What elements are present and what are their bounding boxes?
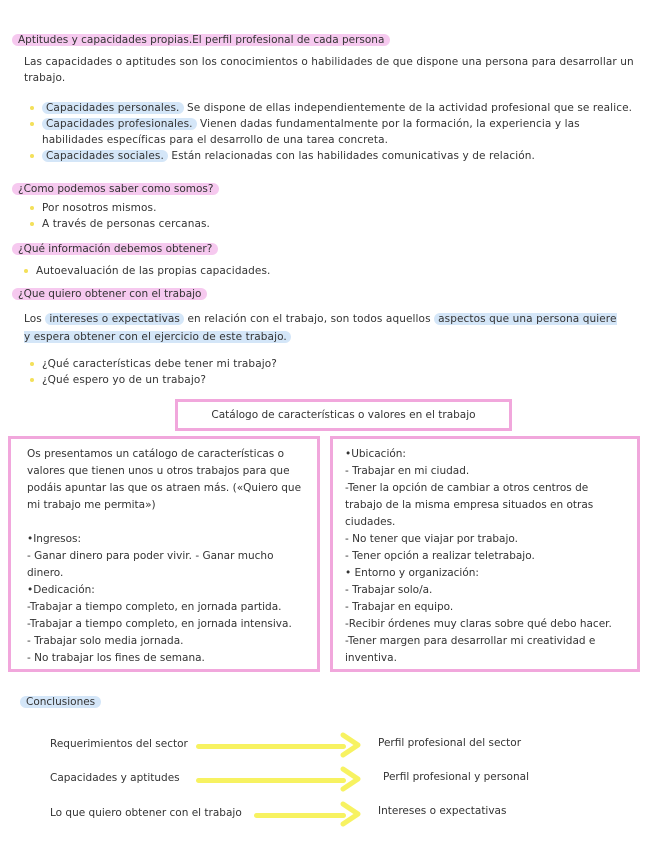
text-line: inventiva.: [345, 652, 397, 664]
section-title-conclusiones: Conclusiones: [20, 695, 101, 709]
conclusion-right: Intereses o expectativas: [378, 805, 507, 817]
como-somos-list: [24, 200, 210, 232]
catalog-title: Catálogo de características o valores en el trabajo: [211, 409, 476, 421]
text-line: - Trabajar solo media jornada.: [27, 635, 184, 647]
catalog-left-text: [11, 439, 317, 673]
text-line: •Ubicación:: [345, 448, 406, 460]
list-item: Capacidades profesionales. Vienen dadas fundamentalmente por la formación, la experiencia y las habilidades específicas para el desarrollo de una tarea concreta.: [24, 116, 636, 148]
text-line: trabajo de la misma empresa situados en otras: [345, 499, 594, 511]
text-line: podáis apuntar las que os atraen más. («Quiero que: [27, 482, 302, 494]
catalog-right-text: [333, 439, 637, 673]
catalog-title-box: [175, 399, 512, 431]
conclusion-row: [0, 765, 656, 795]
list-item: Capacidades personales. Se dispone de ellas independientemente de la actividad profesional que se realice.: [24, 100, 636, 116]
section-title-informacion: ¿Qué información debemos obtener?: [12, 242, 218, 256]
arrow-right-icon: [340, 766, 362, 792]
text-line: valores que tienen unos u otros trabajos para que: [27, 465, 290, 477]
section-title-aptitudes: Aptitudes y capacidades propias.El perfil profesional de cada persona: [12, 33, 390, 47]
text-line: •Dedicación:: [27, 584, 95, 596]
intro-paragraph: Las capacidades o aptitudes son los conocimientos o habilidades de que dispone una persona para desarrollar un trabajo.: [24, 56, 634, 84]
arrow-right-icon: [340, 732, 362, 758]
list-item: A través de personas cercanas.: [24, 216, 210, 232]
text-line: dinero.: [27, 567, 64, 579]
informacion-list: [18, 263, 270, 279]
text-line: -Tener la opción de cambiar a otros centros de: [345, 482, 589, 494]
text-line: - No tener que viajar por trabajo.: [345, 533, 518, 545]
text-line: - Trabajar en mi ciudad.: [345, 465, 470, 477]
conclusion-right: Perfil profesional del sector: [378, 737, 522, 749]
conclusion-left: Capacidades y aptitudes: [50, 772, 180, 784]
conclusion-left: Requerimientos del sector: [50, 738, 188, 750]
list-item: ¿Qué características debe tener mi trabajo?: [24, 356, 277, 372]
text-line: -Recibir órdenes muy claras sobre qué debo hacer.: [345, 618, 612, 630]
text-line: Os presentamos un catálogo de características o: [27, 448, 285, 460]
arrow-line: [254, 813, 346, 818]
section-title-quiero-obtener: ¿Que quiero obtener con el trabajo: [12, 287, 207, 301]
text-line: -Trabajar a tiempo completo, en jornada partida.: [27, 601, 282, 613]
list-item: Autoevaluación de las propias capacidades.: [18, 263, 270, 279]
text-line: -Trabajar a tiempo completo, en jornada intensiva.: [27, 618, 292, 630]
conclusion-row: [0, 800, 656, 830]
preguntas-list: [24, 356, 277, 388]
list-item: ¿Qué espero yo de un trabajo?: [24, 372, 277, 388]
section-title-como-somos: ¿Como podemos saber como somos?: [12, 182, 219, 196]
arrow-line: [196, 744, 346, 749]
catalog-right-box: [330, 436, 640, 672]
capacities-list: [24, 100, 636, 164]
text-line: •Ingresos:: [27, 533, 82, 545]
text-line: - Trabajar solo/a.: [345, 584, 433, 596]
arrow-right-icon: [340, 801, 362, 827]
text-line: mi trabajo me permita»): [27, 499, 156, 511]
conclusion-right: Perfil profesional y personal: [383, 771, 529, 783]
text-line: [27, 514, 303, 531]
text-line: - No trabajar los fines de semana.: [27, 652, 205, 664]
list-item: Por nosotros mismos.: [24, 200, 210, 216]
catalog-left-box: [8, 436, 320, 672]
text-line: - Ganar dinero para poder vivir. - Ganar mucho: [27, 550, 274, 562]
arrow-line: [196, 778, 346, 783]
list-item: Capacidades sociales. Están relacionadas con las habilidades comunicativas y de relación.: [24, 148, 636, 164]
text-line: ciudades.: [345, 516, 396, 528]
conclusion-left: Lo que quiero obtener con el trabajo: [50, 807, 242, 819]
text-line: - Tener opción a realizar teletrabajo.: [345, 550, 535, 562]
intereses-paragraph: Los intereses o expectativas en relación con el trabajo, son todos aquellos aspectos que una persona quiere y espera obtener con el ejercicio de este trabajo.: [24, 313, 617, 343]
text-line: - Trabajar en equipo.: [345, 601, 454, 613]
text-line: • Entorno y organización:: [345, 567, 479, 579]
text-line: -Tener margen para desarrollar mi creatividad e: [345, 635, 596, 647]
conclusion-row: [0, 731, 656, 761]
